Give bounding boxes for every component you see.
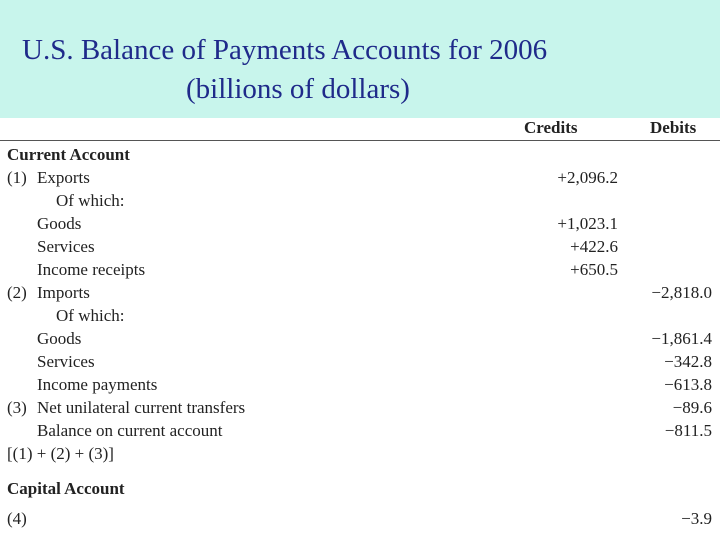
- row-label: Goods: [37, 329, 82, 348]
- row-label: Net unilateral current transfers: [37, 398, 246, 417]
- row-label: Exports: [37, 168, 90, 187]
- debit-value: −89.6: [672, 398, 712, 417]
- row-number: (2): [7, 283, 27, 302]
- debit-value: −342.8: [664, 352, 712, 371]
- debit-value: −811.5: [664, 421, 712, 440]
- table-row-services-debit: [0, 350, 720, 373]
- credit-value: +1,023.1: [557, 214, 618, 233]
- slide-subtitle: (billions of dollars): [186, 73, 410, 105]
- section-heading: Current Account: [7, 145, 130, 164]
- table-row-services-credit: [0, 235, 720, 258]
- row-label: Of which:: [56, 191, 125, 210]
- debit-value: −613.8: [664, 375, 712, 394]
- row-label: Balance on current account: [37, 421, 223, 440]
- debit-value: −1,861.4: [651, 329, 712, 348]
- credit-value: +650.5: [570, 260, 618, 279]
- credit-value: +422.6: [570, 237, 618, 256]
- table-row-income-receipts: [0, 258, 720, 281]
- row-number: (4): [7, 509, 27, 528]
- credit-value: +2,096.2: [557, 168, 618, 187]
- row-label: Income payments: [37, 375, 158, 394]
- table-row-imports: [0, 281, 720, 304]
- debit-value: −3.9: [681, 509, 712, 528]
- table-row-balance-current-account: [0, 419, 720, 442]
- table-row-current-account: [0, 143, 720, 166]
- table-row-goods-credit: [0, 212, 720, 235]
- title-banner: [0, 0, 720, 118]
- credits-column-header: Credits: [524, 118, 578, 137]
- row-label: Imports: [37, 283, 90, 302]
- slide-title: U.S. Balance of Payments Accounts for 2006: [22, 34, 548, 66]
- table-row-of-which: [0, 189, 720, 212]
- row-number: (1): [7, 168, 27, 187]
- debit-value: −2,818.0: [651, 283, 712, 302]
- row-label: Goods: [37, 214, 82, 233]
- row-number: (3): [7, 398, 27, 417]
- table-row-exports: [0, 166, 720, 189]
- table-row-capital-account: [0, 477, 720, 500]
- table-row-goods-debit: [0, 327, 720, 350]
- row-label: Income receipts: [37, 260, 146, 279]
- row-label: Services: [37, 352, 95, 371]
- row-label: Services: [37, 237, 95, 256]
- table-row-net-transfers: [0, 396, 720, 419]
- table-row-formula: [0, 442, 720, 465]
- table-row-4: [0, 507, 720, 530]
- section-heading: Capital Account: [7, 479, 125, 498]
- row-label: [(1) + (2) + (3)]: [7, 444, 114, 463]
- row-label: Of which:: [56, 306, 125, 325]
- table-row-of-which: [0, 304, 720, 327]
- debits-column-header: Debits: [650, 118, 697, 137]
- table-row-income-payments: [0, 373, 720, 396]
- header-rule: [0, 140, 720, 141]
